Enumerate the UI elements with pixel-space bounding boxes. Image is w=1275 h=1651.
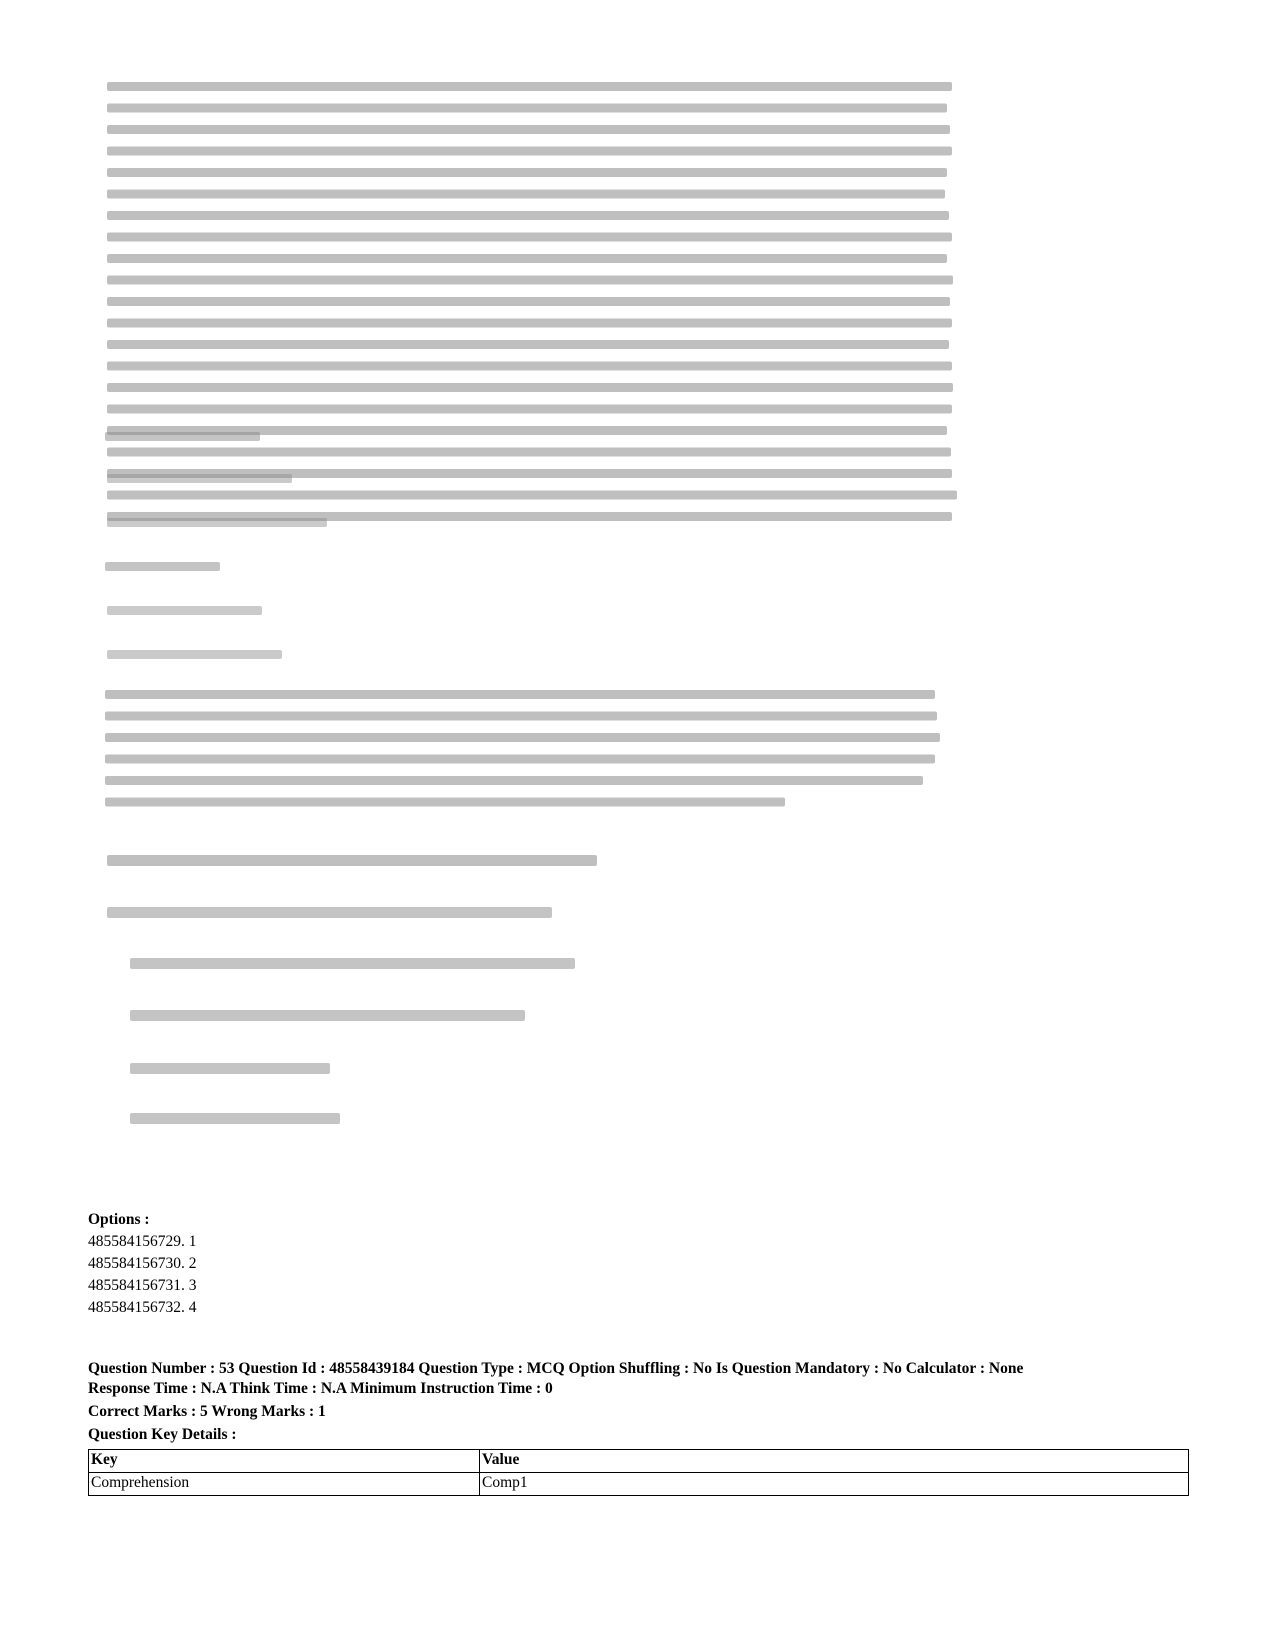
question-meta-line-1: Question Number : 53 Question Id : 48558439184 Question Type : MCQ Option Shuffling : No Is Question Mandatory : No Calculator : None xyxy=(88,1360,1024,1377)
table-header-key: Key xyxy=(89,1450,480,1473)
options-block xyxy=(88,1209,197,1319)
options-heading: Options : xyxy=(88,1211,150,1228)
passage-verse-line xyxy=(107,650,282,659)
passage-choice-line xyxy=(130,1113,340,1124)
table-cell-key: Comprehension xyxy=(89,1473,480,1496)
option-item-4: 485584156732. 4 xyxy=(88,1299,197,1316)
table-row xyxy=(89,1473,1189,1496)
key-details-heading: Question Key Details : xyxy=(88,1426,237,1443)
question-meta xyxy=(88,1359,1188,1448)
passage-paragraph-2-line xyxy=(105,776,923,785)
key-details-table xyxy=(88,1449,1189,1496)
passage-paragraph-1-line xyxy=(107,211,949,220)
table-header-value: Value xyxy=(480,1450,1189,1473)
passage-paragraph-1-line xyxy=(107,448,951,457)
passage-choice-line xyxy=(130,958,575,969)
passage-paragraph-1-line xyxy=(107,233,952,242)
option-item-3: 485584156731. 3 xyxy=(88,1277,197,1294)
table-header-row xyxy=(89,1450,1189,1473)
passage-choice-line xyxy=(130,1010,525,1021)
passage-paragraph-1-line xyxy=(107,340,949,349)
passage-paragraph-1-line xyxy=(107,82,952,91)
passage-paragraph-1-line xyxy=(107,319,952,328)
passage-question-line xyxy=(107,855,597,866)
passage-paragraph-1-line xyxy=(107,276,953,285)
passage-verse-line xyxy=(107,474,292,483)
scanned-passage-graphic xyxy=(85,70,1005,1200)
passage-verse-line xyxy=(107,606,262,615)
passage-paragraph-1-line xyxy=(107,383,953,392)
passage-paragraph-2-line xyxy=(105,712,937,721)
option-item-1: 485584156729. 1 xyxy=(88,1233,197,1250)
option-item-2: 485584156730. 2 xyxy=(88,1255,197,1272)
passage-paragraph-1-line xyxy=(107,297,950,306)
passage-instruction-line xyxy=(107,907,552,918)
passage-verse-line xyxy=(105,562,220,571)
table-cell-value: Comp1 xyxy=(480,1473,1189,1496)
question-meta-line-2: Response Time : N.A Think Time : N.A Minimum Instruction Time : 0 xyxy=(88,1380,553,1397)
passage-image xyxy=(85,70,1005,1200)
passage-verse-line xyxy=(107,518,327,527)
passage-verse-line xyxy=(105,432,260,441)
passage-paragraph-1-line xyxy=(107,168,947,177)
passage-paragraph-1-line xyxy=(107,125,950,134)
passage-choice-line xyxy=(130,1063,330,1074)
passage-paragraph-1-line xyxy=(107,104,947,113)
passage-paragraph-2-line xyxy=(105,690,935,699)
passage-paragraph-1-line xyxy=(107,405,952,414)
passage-paragraph-1-line xyxy=(107,491,957,500)
marks-line: Correct Marks : 5 Wrong Marks : 1 xyxy=(88,1403,326,1420)
passage-paragraph-1-line xyxy=(107,190,945,199)
passage-paragraph-1-line xyxy=(107,254,947,263)
passage-paragraph-1-line xyxy=(107,147,952,156)
passage-paragraph-1-line xyxy=(107,362,952,371)
passage-paragraph-2-line xyxy=(105,755,935,764)
passage-paragraph-2-line xyxy=(105,798,785,807)
passage-paragraph-2-line xyxy=(105,733,940,742)
